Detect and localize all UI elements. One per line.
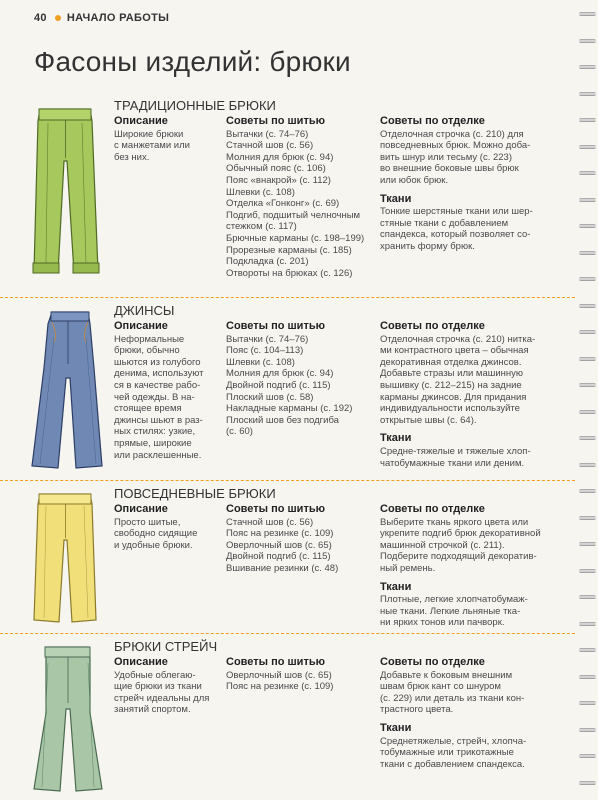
description-line: Широкие брюки bbox=[114, 128, 184, 140]
finishing-tips-column bbox=[380, 504, 560, 629]
description-line: щие брюки из ткани bbox=[114, 681, 202, 693]
sewing-tips-column bbox=[226, 657, 376, 693]
description-line: и удобные брюки. bbox=[114, 539, 193, 551]
finishing-tip: Добавьте к боковым внешним bbox=[380, 669, 513, 681]
spiral-coil bbox=[579, 622, 596, 626]
spiral-coil bbox=[579, 65, 596, 69]
section-title: БРЮКИ СТРЕЙЧ bbox=[114, 639, 218, 654]
description-column bbox=[114, 116, 214, 163]
description-heading: Описание bbox=[114, 656, 168, 668]
spiral-coil bbox=[579, 463, 596, 467]
finishing-tip: Отделочная строчка (с. 210) для bbox=[380, 128, 524, 140]
finishing-tip: индивидуальности используйте bbox=[380, 403, 520, 415]
sewing-tip: Оверлочный шов (с. 65) bbox=[226, 669, 332, 681]
spiral-coil bbox=[579, 675, 596, 679]
spiral-coil bbox=[579, 198, 596, 202]
fabric-heading: Ткани bbox=[380, 580, 412, 593]
description-line: занятий спортом. bbox=[114, 704, 191, 716]
finishing-tip: вить шнур или тесьму (с. 223) bbox=[380, 151, 512, 163]
sewing-tip: Пояс (с. 104–113) bbox=[226, 345, 304, 357]
sewing-tip: Обычный пояс (с. 106) bbox=[226, 163, 326, 175]
spiral-coil bbox=[579, 92, 596, 96]
sewing-tips-column bbox=[226, 116, 376, 279]
finishing-tip: во внешние боковые швы брюк bbox=[380, 163, 519, 175]
spiral-coil bbox=[579, 648, 596, 652]
finishing-tip: или юбок брюк. bbox=[380, 174, 449, 186]
description-heading: Описание bbox=[114, 320, 168, 332]
finishing-tip: машинной строчкой (с. 211). bbox=[380, 539, 505, 551]
spiral-coil bbox=[579, 171, 596, 175]
sewing-tip: стежком (с. 117) bbox=[226, 221, 297, 233]
sewing-tip: Подкладка (с. 201) bbox=[226, 256, 309, 268]
spiral-coil bbox=[579, 542, 596, 546]
description-line: шьются из голубого bbox=[114, 356, 201, 368]
finishing-tips-column bbox=[380, 657, 560, 770]
finishing-tip: швам брюк кант со шнуром bbox=[380, 681, 501, 693]
sewing-tip: Оверлочный шов (с. 65) bbox=[226, 539, 332, 551]
spiral-coil bbox=[579, 489, 596, 493]
fabric-line: стяные ткани с добавлением bbox=[380, 217, 509, 229]
spiral-coil bbox=[579, 145, 596, 149]
description-column bbox=[114, 321, 214, 461]
spiral-coil bbox=[579, 39, 596, 43]
spiral-coil bbox=[579, 251, 596, 255]
description-line: Неформальные bbox=[114, 333, 185, 345]
sewing-heading: Советы по шитью bbox=[226, 656, 325, 668]
finishing-tip: Подберите подходящий декоратив- bbox=[380, 551, 537, 563]
finishing-tip: ми контрастного цвета – обычная bbox=[380, 345, 529, 357]
sewing-tip: Брючные карманы (с. 198–199) bbox=[226, 232, 365, 244]
sewing-heading: Советы по шитью bbox=[226, 320, 325, 332]
fabric-line: спандекса, который позволяет со- bbox=[380, 229, 531, 241]
spiral-coil bbox=[579, 357, 596, 361]
spiral-coil bbox=[579, 595, 596, 599]
finishing-tip: Выберите ткань яркого цвета или bbox=[380, 516, 529, 528]
fabric-line: ткани с добавлением спандекса. bbox=[380, 758, 525, 770]
fabric-heading: Ткани bbox=[380, 721, 412, 734]
spiral-binding bbox=[576, 0, 598, 800]
traditional-trousers-illustration bbox=[30, 103, 102, 293]
sewing-tip: Пояс «внакрой» (с. 112) bbox=[226, 174, 331, 186]
sewing-tip: Двойной подгиб (с. 115) bbox=[226, 551, 331, 563]
finishing-tip: открытые швы (с. 64). bbox=[380, 414, 477, 426]
sewing-tips-column bbox=[226, 504, 376, 575]
page-header bbox=[34, 10, 169, 26]
finishing-tip: Отделочная строчка (с. 210) нитка- bbox=[380, 333, 536, 345]
sewing-tip: Пояс на резинке (с. 109) bbox=[226, 681, 334, 693]
description-column bbox=[114, 504, 214, 551]
fabric-line: хранить форму брюк. bbox=[380, 240, 475, 252]
finishing-tip: (с. 229) или деталь из ткани кон- bbox=[380, 692, 525, 704]
finishing-tip: укрепите подгиб брюк декоративной bbox=[380, 528, 541, 540]
finishing-tip: трастного цвета. bbox=[380, 704, 454, 716]
section-divider bbox=[0, 297, 575, 298]
finishing-tip: повседневных брюк. Можно доба- bbox=[380, 140, 531, 152]
page-title: Фасоны изделий: брюки bbox=[34, 46, 351, 77]
sewing-tip: Отделка «Гонконг» (с. 69) bbox=[226, 198, 340, 210]
description-line: свободно сидящие bbox=[114, 528, 198, 540]
finishing-tip: декоративная отделка джинсов. bbox=[380, 356, 522, 368]
sewing-heading: Советы по шитью bbox=[226, 503, 325, 515]
description-column bbox=[114, 657, 214, 716]
description-line: стоящее время bbox=[114, 403, 182, 415]
spiral-coil bbox=[579, 516, 596, 520]
section-title: ДЖИНСЫ bbox=[114, 303, 175, 318]
spiral-coil bbox=[579, 304, 596, 308]
spiral-coil bbox=[579, 12, 596, 16]
chapter-label: НАЧАЛО РАБОТЫ bbox=[66, 12, 170, 24]
description-line: Просто шитые, bbox=[114, 516, 181, 528]
spiral-coil bbox=[579, 781, 596, 785]
sewing-tip: Вытачки (с. 74–76) bbox=[226, 128, 309, 140]
section-title: ТРАДИЦИОННЫЕ БРЮКИ bbox=[114, 98, 276, 113]
section-divider bbox=[0, 633, 575, 634]
finishing-heading: Советы по отделке bbox=[380, 115, 485, 127]
fabric-line: чатобумажные ткани или деним. bbox=[380, 457, 525, 469]
fabric-line: Среднетяжелые, стрейч, хлопча- bbox=[380, 735, 527, 747]
sewing-tip: Двойной подгиб (с. 115) bbox=[226, 379, 331, 391]
sewing-tip: Отвороты на брюках (с. 126) bbox=[226, 267, 353, 279]
sewing-tip: Молния для брюк (с. 94) bbox=[226, 368, 334, 380]
finishing-tip: ный ремень. bbox=[380, 562, 436, 574]
finishing-heading: Советы по отделке bbox=[380, 656, 485, 668]
finishing-heading: Советы по отделке bbox=[380, 503, 485, 515]
jeans-illustration bbox=[30, 308, 106, 479]
sewing-tip: Шлевки (с. 108) bbox=[226, 356, 295, 368]
description-line: без них. bbox=[114, 151, 150, 163]
sewing-tip: Плоский шов (с. 58) bbox=[226, 391, 314, 403]
sewing-heading: Советы по шитью bbox=[226, 115, 325, 127]
fabric-line: Тонкие шерстяные ткани или шер- bbox=[380, 206, 533, 218]
spiral-coil bbox=[579, 436, 596, 440]
finishing-heading: Советы по отделке bbox=[380, 320, 485, 332]
sewing-tip: Прорезные карманы (с. 185) bbox=[226, 244, 352, 256]
finishing-tip: карманы джинсов. Для придания bbox=[380, 391, 527, 403]
spiral-coil bbox=[579, 569, 596, 573]
finishing-tip: Добавьте стразы или машинную bbox=[380, 368, 524, 380]
fabric-heading: Ткани bbox=[380, 192, 412, 205]
page-number: 40 bbox=[34, 12, 47, 24]
description-line: джинсы шьют в раз- bbox=[114, 414, 203, 426]
description-line: брюки, обычно bbox=[114, 345, 180, 357]
sewing-tips-column bbox=[226, 321, 376, 438]
finishing-tips-column bbox=[380, 116, 560, 253]
finishing-tips-column bbox=[380, 321, 560, 469]
spiral-coil bbox=[579, 754, 596, 758]
spiral-coil bbox=[579, 728, 596, 732]
description-line: ных стилях: узкие, bbox=[114, 426, 196, 438]
sewing-tip: Молния для брюк (с. 94) bbox=[226, 151, 334, 163]
spiral-coil bbox=[579, 118, 596, 122]
spiral-coil bbox=[579, 277, 596, 281]
fabric-heading: Ткани bbox=[380, 432, 412, 445]
sewing-tip: Вшивание резинки (с. 48) bbox=[226, 562, 339, 574]
section-title: ПОВСЕДНЕВНЫЕ БРЮКИ bbox=[114, 486, 276, 501]
description-line: или расклешенные. bbox=[114, 449, 202, 461]
sewing-tip: Шлевки (с. 108) bbox=[226, 186, 295, 198]
description-line: прямые, широкие bbox=[114, 437, 192, 449]
description-heading: Описание bbox=[114, 115, 168, 127]
spiral-coil bbox=[579, 224, 596, 228]
description-line: стрейч идеальны для bbox=[114, 692, 210, 704]
sewing-tip: Стачной шов (с. 56) bbox=[226, 516, 314, 528]
sewing-tip: Накладные карманы (с. 192) bbox=[226, 403, 353, 415]
description-line: Удобные облегаю- bbox=[114, 669, 196, 681]
sewing-tip: Стачной шов (с. 56) bbox=[226, 140, 314, 152]
description-line: ся в качестве рабо- bbox=[114, 379, 201, 391]
finishing-tip: вышивку (с. 212–215) на задние bbox=[380, 379, 522, 391]
spiral-coil bbox=[579, 383, 596, 387]
description-line: денима, используют bbox=[114, 368, 204, 380]
fabric-line: ни ярких тонов или пачворк. bbox=[380, 617, 505, 629]
sewing-tip: Вытачки (с. 74–76) bbox=[226, 333, 309, 345]
description-line: чей одежды. В на- bbox=[114, 391, 195, 403]
fabric-line: Плотные, легкие хлопчатобумаж- bbox=[380, 594, 528, 606]
bullet-dot-icon bbox=[55, 15, 61, 21]
section-divider bbox=[0, 480, 575, 481]
description-line: с манжетами или bbox=[114, 140, 190, 152]
sewing-tip: (с. 60) bbox=[226, 426, 253, 438]
sewing-tip: Плоский шов без подгиба bbox=[226, 414, 339, 426]
stretch-trousers-illustration bbox=[30, 643, 106, 800]
fabric-line: тобумажные или трикотажные bbox=[380, 747, 514, 759]
fabric-line: ные ткани. Легкие льняные тка- bbox=[380, 605, 521, 617]
fabric-line: Средне-тяжелые и тяжелые хлоп- bbox=[380, 445, 531, 457]
sewing-tip: Подгиб, подшитый челночным bbox=[226, 209, 361, 221]
casual-trousers-illustration bbox=[30, 490, 102, 633]
sewing-tip: Пояс на резинке (с. 109) bbox=[226, 528, 334, 540]
spiral-coil bbox=[579, 330, 596, 334]
spiral-coil bbox=[579, 410, 596, 414]
spiral-coil bbox=[579, 701, 596, 705]
description-heading: Описание bbox=[114, 503, 168, 515]
